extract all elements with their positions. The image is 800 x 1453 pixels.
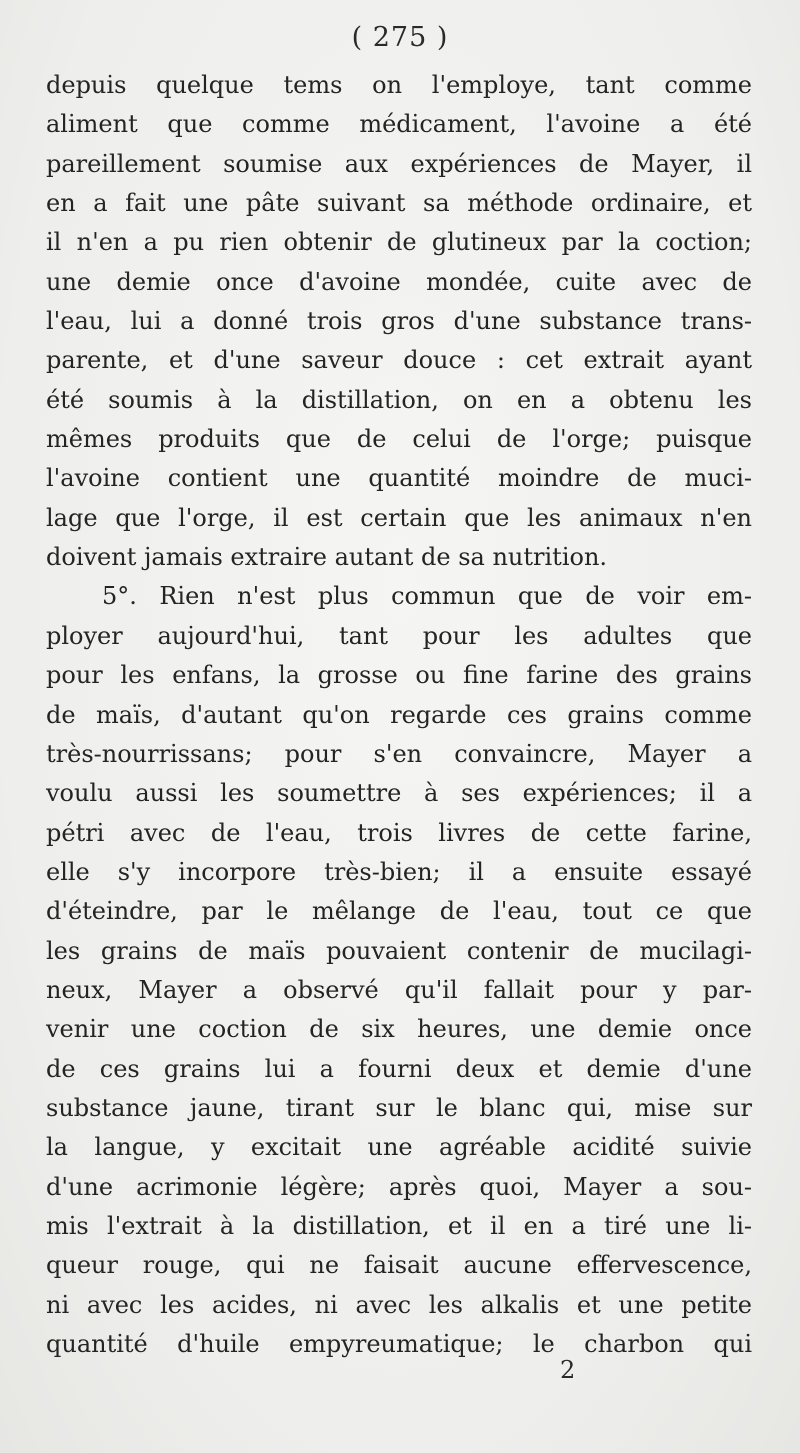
signature-mark: 2 [560, 1356, 576, 1384]
text-line: les grains de maïs pouvaient contenir de mucilagi- [46, 936, 752, 965]
text-line: ployer aujourd'hui, tant pour les adultes que [46, 621, 752, 650]
text-line: parente, et d'une saveur douce : cet extrait ayant [46, 346, 752, 375]
text-line: mêmes produits que de celui de l'orge; puisque [46, 425, 752, 454]
text-line: aliment que comme médicament, l'avoine a été [46, 110, 752, 139]
text-line: très-nourrissans; pour s'en convaincre, Mayer a [46, 739, 752, 768]
text-line: voulu aussi les soumettre à ses expériences; il a [46, 779, 752, 808]
text-line: d'une acrimonie légère; après quoi, Mayer a sou- [46, 1172, 752, 1201]
text-line: l'avoine contient une quantité moindre de muci- [46, 464, 752, 493]
text-line: de ces grains lui a fourni deux et demie d'une [46, 1054, 752, 1083]
text-line: substance jaune, tirant sur le blanc qui, mise sur [46, 1093, 752, 1122]
text-line: quantité d'huile empyreumatique; le charbon qui [46, 1330, 752, 1358]
text-line: elle s'y incorpore très-bien; il a ensuite essayé [46, 857, 752, 886]
paragraph-start-line: 5°. Rien n'est plus commun que de voir em- [102, 582, 752, 611]
text-line: doivent jamais extraire autant de sa nutrition. [46, 543, 608, 572]
text-line: en a fait une pâte suivant sa méthode ordinaire, et [46, 189, 752, 218]
text-line: queur rouge, qui ne faisait aucune effervescence, [46, 1251, 752, 1280]
text-line: ni avec les acides, ni avec les alkalis et une petite [46, 1290, 752, 1319]
page-number: ( 275 ) [351, 22, 449, 53]
text-line: d'éteindre, par le mêlange de l'eau, tout ce que [46, 897, 752, 926]
text-line: l'eau, lui a donné trois gros d'une substance trans- [46, 307, 752, 336]
text-line: la langue, y excitait une agréable acidité suivie [46, 1133, 752, 1162]
text-line: été soumis à la distillation, on en a obtenu les [46, 385, 752, 414]
text-line: de maïs, d'autant qu'on regarde ces grains comme [46, 700, 752, 729]
body-text [46, 66, 752, 1364]
text-line: pétri avec de l'eau, trois livres de cette farine, [46, 818, 752, 847]
text-line: lage que l'orge, il est certain que les animaux n'en [46, 503, 752, 532]
text-line: il n'en a pu rien obtenir de glutineux par la coction; [46, 228, 752, 257]
text-line: venir une coction de six heures, une demie once [46, 1015, 752, 1044]
text-line: pour les enfans, la grosse ou fine farine des grains [46, 661, 752, 690]
text-line: depuis quelque tems on l'employe, tant comme [46, 71, 752, 99]
text-line: une demie once d'avoine mondée, cuite avec de [46, 267, 752, 296]
text-line: pareillement soumise aux expériences de Mayer, il [46, 149, 752, 178]
text-line: neux, Mayer a observé qu'il fallait pour y par- [46, 975, 752, 1004]
text-line: mis l'extrait à la distillation, et il en a tiré une li- [46, 1211, 752, 1240]
